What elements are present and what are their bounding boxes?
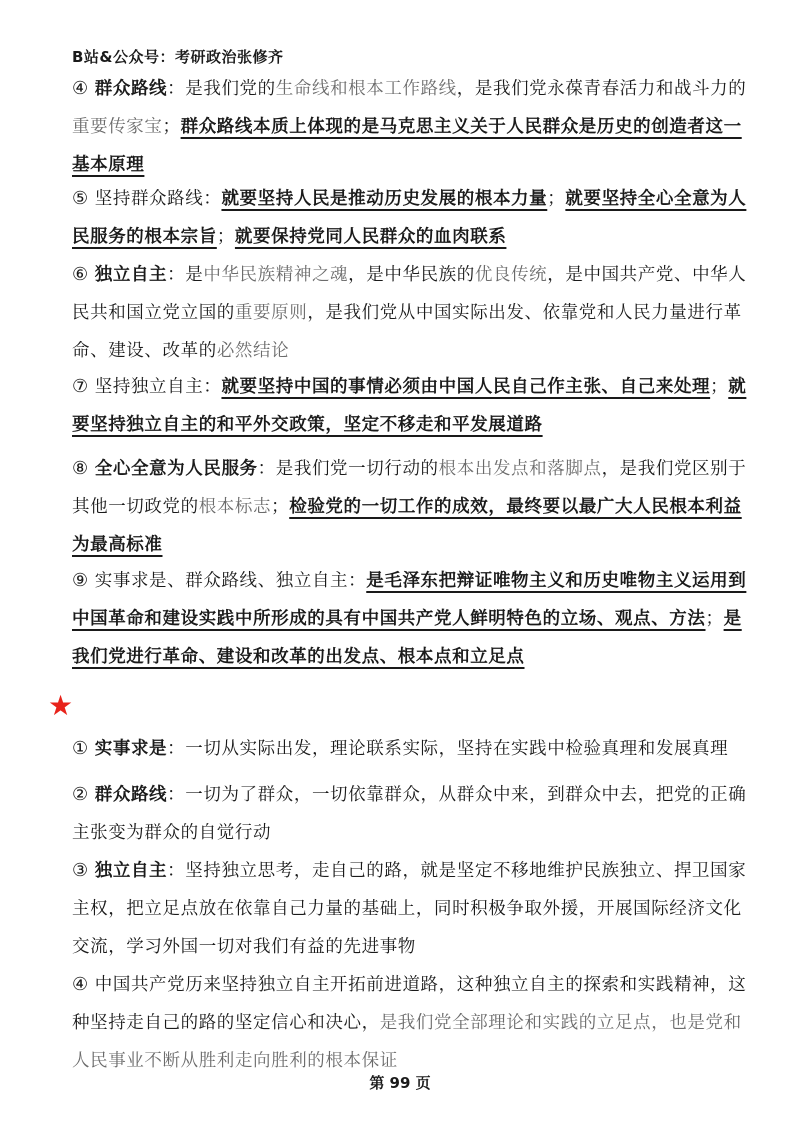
item-independence-definition: ③ 独立自主：坚持独立思考，走自己的路，就是坚定不移地维护民族独立、捍卫国家主权，把立足点放在依靠自己力量的基础上，同时积极争取外援，开展国际经济文化交流，学习外国一切对我们有益的先进事物	[72, 860, 747, 957]
item-independence: ⑥ 独立自主：是中华民族精神之魂，是中华民族的优良传统，是中国共产党、中华人民共和国立党立国的重要原则，是我们党从中国实际出发、依靠党和人民力量进行革命、建设、改革的必然结论	[72, 264, 747, 361]
item-number: ③	[72, 860, 89, 881]
underlined-key-point: 就要坚持独立自主的和平外交政策，坚定不移走和平发展道路	[72, 377, 747, 435]
item-number: ⑨	[72, 570, 89, 591]
item-uphold-mass-line: ⑤ 坚持群众路线：就要坚持人民是推动历史发展的根本力量；就要坚持全心全意为人民服务的根本宗旨；就要保持党同人民群众的血肉联系	[72, 188, 747, 247]
underlined-key-point: 检验党的一切工作的成效，最终要以最广大人民根本利益为最高标准	[72, 497, 742, 555]
item-number: ④	[72, 974, 89, 995]
item-term: 实事求是、群众路线、独立自主：	[94, 571, 367, 591]
underlined-key-point: 就要坚持全心全意为人民服务的根本宗旨	[72, 189, 747, 247]
highlight-text: 中华民族精神之魂	[203, 265, 349, 285]
item-mass-line: ④ 群众路线：是我们党的生命线和根本工作路线，是我们党永葆青春活力和战斗力的重要传家宝；群众路线本质上体现的是马克思主义关于人民群众是历史的创造者这一基本原理	[72, 78, 747, 175]
item-term: 坚持独立自主：	[94, 377, 222, 397]
item-term: 群众路线	[94, 79, 168, 99]
item-independent-path: ④ 中国共产党历来坚持独立自主开拓前进道路，这种独立自主的探索和实践精神，这种坚持走自己的路的坚定信心和决心，是我们党全部理论和实践的立足点，也是党和人民事业不断从胜利走向胜利的根本保证	[72, 974, 747, 1071]
page-header: B站&公众号：考研政治张修齐	[72, 48, 284, 66]
item-term: 独立自主	[94, 265, 168, 285]
highlight-text: 优良传统	[474, 265, 548, 285]
item-number: ②	[72, 784, 89, 805]
highlight-text: 必然结论	[216, 341, 290, 361]
highlight-text: 是我们党全部理论和实践的立足点，也是党和人民事业不断从胜利走向胜利的根本保证	[72, 1013, 742, 1071]
item-number: ⑥	[72, 264, 89, 285]
underlined-key-point: 就要坚持中国的事情必须由中国人民自己作主张、自己来处理	[221, 377, 711, 397]
underlined-key-point: 就要保持党同人民群众的血肉联系	[234, 227, 507, 247]
highlight-text: 生命线和根本工作路线	[275, 79, 457, 99]
item-number: ⑦	[72, 376, 89, 397]
highlight-text: 根本标志	[198, 497, 272, 517]
item-mass-line-definition: ② 群众路线：一切为了群众，一切依靠群众，从群众中来，到群众中去，把党的正确主张变为群众的自觉行动	[72, 784, 747, 843]
highlight-text: 根本出发点和落脚点	[438, 459, 602, 479]
item-term: 实事求是	[94, 739, 168, 759]
item-uphold-independence: ⑦ 坚持独立自主：就要坚持中国的事情必须由中国人民自己作主张、自己来处理；就要坚持独立自主的和平外交政策，坚定不移走和平发展道路	[72, 376, 747, 435]
underlined-key-point: 就要坚持人民是推动历史发展的根本力量	[221, 189, 548, 209]
item-term: 独立自主	[94, 861, 168, 881]
item-serve-people: ⑧ 全心全意为人民服务：是我们党一切行动的根本出发点和落脚点，是我们党区别于其他一切政党的根本标志；检验党的一切工作的成效，最终要以最广大人民根本利益为最高标准	[72, 458, 747, 555]
underlined-key-point: 是毛泽东把辩证唯物主义和历史唯物主义运用到中国革命和建设实践中所形成的具有中国共产党人鲜明特色的立场、观点、方法	[72, 571, 747, 629]
item-number: ⑧	[72, 458, 89, 479]
page-number: 第 99 页	[369, 1074, 431, 1092]
underlined-key-point: 群众路线本质上体现的是马克思主义关于人民群众是历史的创造者这一基本原理	[72, 117, 742, 175]
item-number: ①	[72, 738, 89, 759]
red-star-icon: ★	[48, 689, 74, 722]
item-term: 全心全意为人民服务	[94, 459, 258, 479]
highlight-text: 重要原则	[234, 303, 308, 323]
highlight-text: 重要传家宝	[72, 117, 163, 137]
underlined-key-point: 是我们党进行革命、建设和改革的出发点、根本点和立足点	[72, 609, 742, 667]
item-term: 群众路线	[94, 785, 168, 805]
item-three-principles: ⑨ 实事求是、群众路线、独立自主：是毛泽东把辩证唯物主义和历史唯物主义运用到中国革命和建设实践中所形成的具有中国共产党人鲜明特色的立场、观点、方法；是我们党进行革命、建设和改革的出发点、根本点和立足点	[72, 570, 747, 667]
item-seek-truth: ① 实事求是：一切从实际出发，理论联系实际，坚持在实践中检验真理和发展真理	[72, 738, 729, 759]
item-number: ④	[72, 78, 89, 99]
item-term: 坚持群众路线：	[94, 189, 222, 209]
item-number: ⑤	[72, 188, 89, 209]
